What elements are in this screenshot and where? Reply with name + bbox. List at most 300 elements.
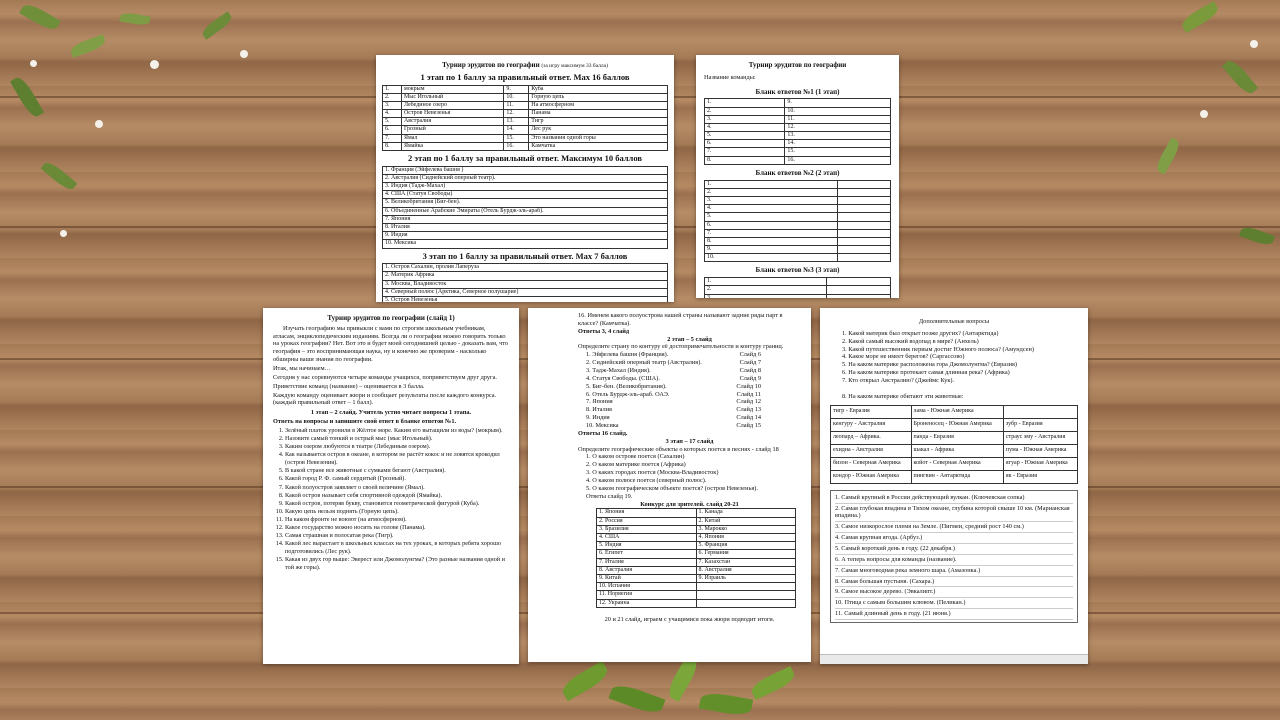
table-row	[831, 405, 1078, 418]
list-item-text: 2. Сиднейский оперный театр (Австралия).	[586, 359, 702, 367]
table-cell: 9.	[785, 99, 891, 107]
table-cell: 5.	[383, 118, 402, 126]
table-cell: 12.	[504, 110, 529, 118]
table-cell: 12.	[785, 123, 891, 131]
table-cell: пингвин - Антарктида	[911, 470, 1003, 483]
list-item: 8. Какой остров называет себя спортивной одеждой (Ямайка).	[285, 492, 509, 500]
list-item-text: 9. Индия	[586, 414, 610, 422]
list-item: 2. Какой самый высокий водопад в мире? (Анхель)	[842, 337, 979, 345]
table-cell	[696, 599, 796, 607]
stage3-heading: 3 этап – 17 слайд	[665, 437, 714, 445]
stage2-heading: 2 этап по 1 баллу за правильный ответ. Максимум 10 баллов	[408, 153, 642, 163]
table-row	[705, 286, 891, 294]
table-cell: 9.	[504, 85, 529, 93]
table-cell	[696, 591, 796, 599]
list-item: 5. Самый короткий день в году. (22 декабря.)	[835, 544, 1073, 555]
table-cell	[837, 229, 890, 237]
table-row	[383, 232, 668, 240]
slide-ref: Слайд 10	[736, 382, 761, 390]
list-item: 15. Какая из двух гор выше: Эверест или Джомолунгма? (Это разные названия одной и той же горы).	[285, 556, 509, 572]
table-row	[383, 110, 668, 118]
list-item: 3. Какой путешественник первым достиг Южного полюса? (Амундсен)	[842, 345, 1034, 353]
table-cell: 12. Украина	[597, 599, 697, 607]
table-row	[705, 237, 891, 245]
page-title: Турнир эрудитов по географии (слайд 1)	[327, 314, 455, 322]
table-cell: 10. Мексика	[383, 240, 668, 248]
table-row	[383, 272, 668, 280]
question-list	[273, 427, 509, 572]
list-item	[578, 375, 801, 383]
table-row	[383, 207, 668, 215]
table-cell: лама - Южная Америка	[911, 405, 1003, 418]
table-row	[705, 278, 891, 286]
table-row	[705, 254, 891, 262]
table-row	[705, 221, 891, 229]
list-item	[578, 398, 801, 406]
table-cell	[837, 180, 890, 188]
table-cell: Грозный	[401, 126, 503, 134]
table-cell: 14.	[785, 140, 891, 148]
table-cell: 11.	[785, 115, 891, 123]
table-cell: 1. Япония	[597, 509, 697, 517]
table-cell: 2.	[705, 188, 838, 196]
extra-questions-page	[820, 308, 1088, 664]
list-item-text: 3. Тадж-Махал (Индия).	[586, 367, 651, 375]
table-cell: 5.	[705, 132, 785, 140]
table-row	[383, 118, 668, 126]
table-cell: Куба	[529, 85, 668, 93]
list-item	[578, 391, 801, 399]
list-item-text: 6. Отель Бурдж-эль-араб. ОАЭ.	[586, 390, 670, 398]
table-row	[597, 550, 796, 558]
table-cell: 3.	[705, 115, 785, 123]
table-cell	[1003, 405, 1077, 418]
table-row	[383, 223, 668, 231]
table-cell: Панама	[529, 110, 668, 118]
table-cell: ягуар - Южная Америка	[1003, 457, 1077, 470]
table-row	[705, 99, 891, 107]
table-row	[383, 296, 668, 302]
table-cell: Остров Невезенья	[401, 110, 503, 118]
table-cell: Ямайка	[401, 142, 503, 150]
table-cell: панда - Евразия	[911, 431, 1003, 444]
table-cell: Ямал	[401, 134, 503, 142]
stage1-table	[382, 85, 668, 152]
table-row	[383, 174, 668, 182]
list-item: 10. Птица с самым большим клювом. (Пеликан.)	[835, 598, 1073, 609]
list-item: 7. Какой полуостров заявляет о своей величине (Ямал).	[285, 484, 509, 492]
table-cell: кенгуру - Австралия	[831, 418, 912, 431]
table-row	[705, 213, 891, 221]
table-cell	[837, 188, 890, 196]
table-cell: 3.	[705, 294, 827, 298]
table-cell: 9. Китай	[597, 574, 697, 582]
table-cell: 7.	[705, 229, 838, 237]
list-item: 2. Самая глубокая впадина в Тихом океане, глубина которой свыше 10 км. (Марианская впадина.)	[835, 504, 1073, 523]
table-row	[597, 591, 796, 599]
table-cell: 3.	[705, 196, 838, 204]
list-item-text: 7. Япония	[586, 398, 613, 406]
stage2-list	[578, 351, 801, 430]
list-item: 9. Какой остров, потеряв букву, становится геометрической фигурой (Куба).	[285, 500, 509, 508]
table-row	[383, 191, 668, 199]
table-cell	[837, 213, 890, 221]
table-cell: 5. Остров Невезенья	[383, 296, 668, 302]
table-cell: 1.	[705, 99, 785, 107]
list-item-text: 8. Италия	[586, 406, 612, 414]
intro-paragraph: Приветствие команд (название) – оценивается в 3 балла.	[273, 382, 425, 390]
table-row	[597, 566, 796, 574]
table-cell	[837, 205, 890, 213]
stage1-heading: 1 этап по 1 баллу за правильный ответ. Max 16 баллов	[420, 71, 630, 82]
table-cell: 15.	[504, 134, 529, 142]
intro-paragraph: Итак, мы начинаем…	[273, 365, 331, 373]
list-item: 11. Самый длинный день в году. (21 июня.)	[835, 609, 1073, 620]
table-cell: страус эму - Австралия	[1003, 431, 1077, 444]
table-row	[597, 525, 796, 533]
table-cell: Лебединое озеро	[401, 101, 503, 109]
table-cell: 8.	[383, 142, 402, 150]
slide-ref: Слайд 8	[739, 367, 761, 375]
list-item: 12. Какое государство можно носить на голове (Панама).	[285, 524, 509, 532]
slide-ref: Слайд 6	[739, 351, 761, 359]
table-cell: Австралия	[401, 118, 503, 126]
table-cell: 10.	[785, 107, 891, 115]
list-item-text: 1. Эйфелева башня (Франция).	[586, 351, 669, 359]
table-cell: 3. Марокко	[696, 525, 796, 533]
table-cell: 6. Германия	[696, 550, 796, 558]
table-cell: бизон - Северная Америка	[831, 457, 912, 470]
intro-paragraph: Каждую команду оценивает жюри и сообщает результаты после каждого конкурса. (каждый правильный ответ – 1 балл).	[273, 391, 497, 407]
table-cell: зубр - Евразия	[1003, 418, 1077, 431]
table-row	[597, 558, 796, 566]
table-row	[705, 123, 891, 131]
table-cell: 2.	[705, 286, 827, 294]
table-row	[831, 444, 1078, 457]
table-cell: 6.	[383, 126, 402, 134]
extra-quiz-box	[830, 490, 1078, 623]
table-row	[597, 517, 796, 525]
list-item: 4. Как называется остров в океане, в котором не растёт кокос и не ловятся крокодил (остров Невезения).	[285, 451, 509, 467]
answers-label: Ответы слайд 19.	[586, 492, 633, 500]
table-row	[383, 288, 668, 296]
table-cell: 10. Испания	[597, 583, 697, 591]
table-cell: 3. Бразилия	[597, 525, 697, 533]
table-cell: 2. Россия	[597, 517, 697, 525]
form1-heading: Бланк ответов №1 (1 этап)	[755, 87, 840, 96]
table-cell: 4.	[705, 123, 785, 131]
table-row	[705, 107, 891, 115]
list-item: 3. О каких городах поется (Москва-Владивосток)	[586, 469, 719, 477]
list-item	[578, 406, 801, 414]
table-row	[705, 188, 891, 196]
stage3-intro: Определите географические объекты о которых поется в песнях - слайд 18	[578, 445, 779, 453]
table-row	[705, 132, 891, 140]
list-item: 2. Назовите самый тонкий и острый мыс (мыс Игольный).	[285, 435, 509, 443]
page-title: Дополнительные вопросы	[918, 318, 990, 325]
table-cell: 1. Остров Сахалин, пролив Лаперуза	[383, 264, 668, 272]
list-item: 11. На каком фронте не воюют (на атмосферном).	[285, 516, 509, 524]
table-cell: 4. США (Статуя Свободы)	[383, 191, 668, 199]
table-cell	[837, 246, 890, 254]
list-item: 1. Самый крупный в России действующий вулкан. (Ключевская сопка)	[835, 493, 1073, 504]
table-cell: тигр - Евразия	[831, 405, 912, 418]
table-cell: 13.	[785, 132, 891, 140]
table-cell: 8.	[705, 156, 785, 164]
table-row	[705, 229, 891, 237]
stage2-table	[382, 166, 668, 249]
slide-ref: Слайд 11	[736, 390, 761, 398]
table-row	[597, 542, 796, 550]
table-cell: 1. Франция (Эйфелева башня )	[383, 166, 668, 174]
slide-ref: Слайд 14	[736, 414, 761, 422]
table-row	[831, 431, 1078, 444]
table-cell: 11. Норвегия	[597, 591, 697, 599]
table-cell: 5. Индия	[597, 542, 697, 550]
list-item: 2. О каком материке поется (Африка)	[586, 461, 686, 469]
table-cell: 14.	[504, 126, 529, 134]
table-cell: 1.	[383, 85, 402, 93]
table-cell: 1.	[705, 278, 827, 286]
table-cell: пума - Южная Америка	[1003, 444, 1077, 457]
table-cell: койот - Северная Америка	[911, 457, 1003, 470]
table-cell: мокрым	[401, 85, 503, 93]
title-note: (за игру максимум 33 балла)	[541, 63, 608, 69]
table-row	[383, 264, 668, 272]
stage3-heading: 3 этап по 1 баллу за правильный ответ. Max 7 баллов	[422, 250, 628, 261]
table-cell: 3.	[383, 101, 402, 109]
stage3-table	[382, 263, 668, 302]
table-cell: 4. Япония	[696, 534, 796, 542]
form1-table	[704, 98, 891, 165]
list-item: 7. Самая многоводная река земного шара. (Амазонка.)	[835, 566, 1073, 577]
answers-label: Ответы 3, 4 слайд	[578, 327, 630, 335]
question-16: 16. Именем какого полуострова нашей страны называют задние ряды парт в классе? (Камчатка).	[578, 312, 783, 327]
table-cell: 15.	[785, 148, 891, 156]
table-row	[383, 85, 668, 93]
table-row	[831, 457, 1078, 470]
slide-ref: Слайд 12	[736, 398, 761, 406]
slide-ref: Слайд 13	[736, 406, 761, 414]
table-row	[831, 418, 1078, 431]
table-row	[383, 142, 668, 150]
animals-table	[830, 405, 1078, 484]
list-item: 13. Самая страшная и полосатая река (Тигр).	[285, 532, 509, 540]
answer-form-sheet	[696, 55, 899, 298]
countries-table	[596, 508, 796, 607]
slide-ref: Слайд 15	[736, 422, 761, 430]
list-item: 6. А теперь вопросы для команды (название).	[835, 555, 1073, 566]
table-cell: 1. Канада	[696, 509, 796, 517]
table-cell: 6.	[705, 140, 785, 148]
table-cell: 8. Австралия	[597, 566, 697, 574]
list-item	[578, 383, 801, 391]
table-row	[597, 583, 796, 591]
table-row	[383, 240, 668, 248]
table-cell: Броненосец - Южная Америка	[911, 418, 1003, 431]
list-item: 3. Каким озером любуются в театре (Лебединым озером).	[285, 443, 509, 451]
table-row	[597, 534, 796, 542]
table-row	[597, 574, 796, 582]
table-cell: 8. Италия	[383, 223, 668, 231]
list-item-text: 5. Биг-бен. (Великобритания).	[586, 382, 667, 390]
list-item: 10. Какую цепь нельзя поднять (Горную цепь).	[285, 508, 509, 516]
answer-key-sheet	[376, 55, 674, 302]
list-item: 6. Какой город Р. Ф. самый сердитый (Грозный).	[285, 475, 509, 483]
table-cell	[837, 254, 890, 262]
table-cell: 16.	[504, 142, 529, 150]
table-row	[597, 509, 796, 517]
extra-question-list	[830, 330, 1078, 385]
table-row	[383, 183, 668, 191]
list-item: 14. Какой лес вырастает в школьных классах на тех уроках, в которых ребята хорошо подготовились (Лес рук).	[285, 540, 509, 556]
table-row	[705, 180, 891, 188]
table-cell: 2. Китай	[696, 517, 796, 525]
table-cell: 9.	[705, 246, 838, 254]
list-item: 4. Самая крупная ягода. (Арбуз.)	[835, 533, 1073, 544]
list-item-text: 4. Статуя Свободы. (США).	[586, 374, 660, 382]
table-cell	[696, 583, 796, 591]
list-item: 3. Самое низкорослое племя на Земле. (Пигмеи, средний рост 140 см.)	[835, 522, 1073, 533]
table-cell: 8. Австралия	[696, 566, 796, 574]
table-row	[705, 140, 891, 148]
table-cell: 10.	[705, 254, 838, 262]
table-cell: 9. Израиль	[696, 574, 796, 582]
list-item: 1. Какой материк был открыт позже других? (Антарктида)	[842, 329, 999, 337]
table-cell	[837, 221, 890, 229]
intro-paragraph: Сегодня у нас соревнуются четыре команды учащихся, поприветствуем друг друга.	[273, 373, 497, 381]
audience-contest-heading: Конкурс для зрителей. слайд 20-21	[640, 500, 739, 508]
table-cell	[826, 294, 890, 298]
list-item: 1. О каком острове поется (Сахалин)	[586, 453, 685, 461]
table-row	[705, 196, 891, 204]
form2-table	[704, 180, 891, 263]
table-cell: леопард – Африка.	[831, 431, 912, 444]
list-item: 4. Какое море не имеет берегов? (Саргассово)	[842, 353, 965, 361]
table-row	[383, 93, 668, 101]
script-page-1	[263, 308, 519, 664]
list-item: 1. Зелёный платок уронили в Жёлтое море. Каким его вытащили из воды? (мокрым).	[285, 427, 509, 435]
table-cell: 4. США	[597, 534, 697, 542]
list-item: 8. Самая большая пустыня. (Сахара.)	[835, 577, 1073, 588]
table-cell: 2. Материк Африка	[383, 272, 668, 280]
script-page-2	[528, 308, 811, 662]
table-row	[597, 599, 796, 607]
animals-question: 8. На каком материке обитают эти животные:	[842, 392, 964, 400]
table-cell: Мыс Игольный	[401, 93, 503, 101]
list-item-text: 10. Мексика	[586, 422, 619, 430]
table-cell: 7.	[383, 134, 402, 142]
footer-note: 20 и 21 слайд, играем с учащимися пока жюри подводит итоги.	[604, 615, 775, 623]
table-cell: 6.	[705, 221, 838, 229]
table-row	[705, 205, 891, 213]
stage1-instruction: Ответь на вопросы и запишите свой ответ в бланке ответов №1.	[273, 418, 457, 426]
answers-label: Ответы 16 слайд.	[578, 429, 628, 437]
stage3-list	[578, 453, 801, 492]
table-row	[383, 215, 668, 223]
table-cell: 4. Северный полюс (Арктика, Северное полушарие)	[383, 288, 668, 296]
table-row	[705, 115, 891, 123]
table-cell: 1.	[705, 180, 838, 188]
form3-heading: Бланк ответов №3 (3 этап)	[755, 266, 840, 275]
table-cell: 16.	[785, 156, 891, 164]
table-cell: 8.	[705, 237, 838, 245]
list-item: 6. На каком материке протекает самая длинная река? (Африка)	[842, 369, 1010, 377]
table-row	[383, 199, 668, 207]
form2-heading: Бланк ответов №2 (2 этап)	[755, 168, 840, 177]
table-cell	[837, 196, 890, 204]
table-row	[383, 134, 668, 142]
table-cell: 11.	[504, 101, 529, 109]
table-row	[383, 101, 668, 109]
table-cell: 2. Австралия (Сиднейский оперный театр).	[383, 174, 668, 182]
list-item	[578, 367, 801, 375]
table-row	[705, 246, 891, 254]
table-cell: 3. Москва, Владивосток	[383, 280, 668, 288]
table-cell: Тигр	[529, 118, 668, 126]
table-cell: 7.	[705, 148, 785, 156]
table-cell: На атмосферном	[529, 101, 668, 109]
team-name-label: Название команды:	[704, 73, 756, 81]
table-cell: 10.	[504, 93, 529, 101]
table-row	[705, 148, 891, 156]
list-item	[578, 359, 801, 367]
table-cell: 13.	[504, 118, 529, 126]
table-cell: 2.	[383, 93, 402, 101]
table-cell: 9. Индия	[383, 232, 668, 240]
table-cell: 7. Казахстан	[696, 558, 796, 566]
table-cell: 5.	[705, 213, 838, 221]
table-cell: кондор - Южная Америка	[831, 470, 912, 483]
table-cell: шакал - Африка	[911, 444, 1003, 457]
form3-table	[704, 277, 891, 298]
table-cell: 2.	[705, 107, 785, 115]
sheet-title: Турнир эрудитов по географии	[748, 61, 847, 69]
status-bar	[820, 654, 1088, 664]
list-item: 4. О каком полюсе поется (северный полюс).	[586, 477, 707, 485]
table-cell: 5. Франция	[696, 542, 796, 550]
table-cell	[826, 278, 890, 286]
list-item: 9. Самое высокое дерево. (Эвкалипт.)	[835, 587, 1073, 598]
table-row	[831, 470, 1078, 483]
table-cell: 4.	[705, 205, 838, 213]
table-cell: 7. Япония	[383, 215, 668, 223]
stage2-intro: Определите страну по контуру её достопримечательности и контуру границ.	[578, 343, 784, 351]
table-row	[383, 166, 668, 174]
list-item: 5. В какой стране все животные с сумками бегают (Австралия).	[285, 467, 509, 475]
table-cell: 4.	[383, 110, 402, 118]
table-cell: Это названия одной горы	[529, 134, 668, 142]
table-cell: 7. Италия	[597, 558, 697, 566]
table-row	[383, 280, 668, 288]
table-cell	[826, 286, 890, 294]
list-item: 5. На каком материке расположена гора Джомолунгма? (Евразия)	[842, 361, 1017, 369]
table-cell: 3. Индия (Тадж-Махал)	[383, 183, 668, 191]
table-cell: Лес рук	[529, 126, 668, 134]
table-cell: 5. Великобритания (Биг-бен).	[383, 199, 668, 207]
list-item: 5. О каком географическом объекте поется? (остров Невезенья).	[586, 484, 758, 492]
table-row	[383, 126, 668, 134]
table-cell: 6. Египет	[597, 550, 697, 558]
list-item	[578, 414, 801, 422]
table-cell: як - Евразия	[1003, 470, 1077, 483]
stage1-heading: 1 этап – 2 слайд. Учитель устно читает вопросы 1 этапа.	[310, 409, 472, 417]
table-cell: Камчатка	[529, 142, 668, 150]
stage2-heading: 2 этап – 5 слайд	[667, 335, 712, 343]
slide-ref: Слайд 9	[739, 374, 761, 382]
table-cell: ехидна - Австралия	[831, 444, 912, 457]
intro-paragraph: Изучать географию мы привыкли с вами по строгим школьным учебникам, атласам, энциклопедическим изданиям. Всегда ли о географии можно говорить только на уроках географии? Нет. Вот это и будет моей сегодняшней целью - доказать вам, что география – это воспринимающая наука, ну и конечно же проверим - насколько обширны ваши знания по географии.	[273, 324, 509, 364]
